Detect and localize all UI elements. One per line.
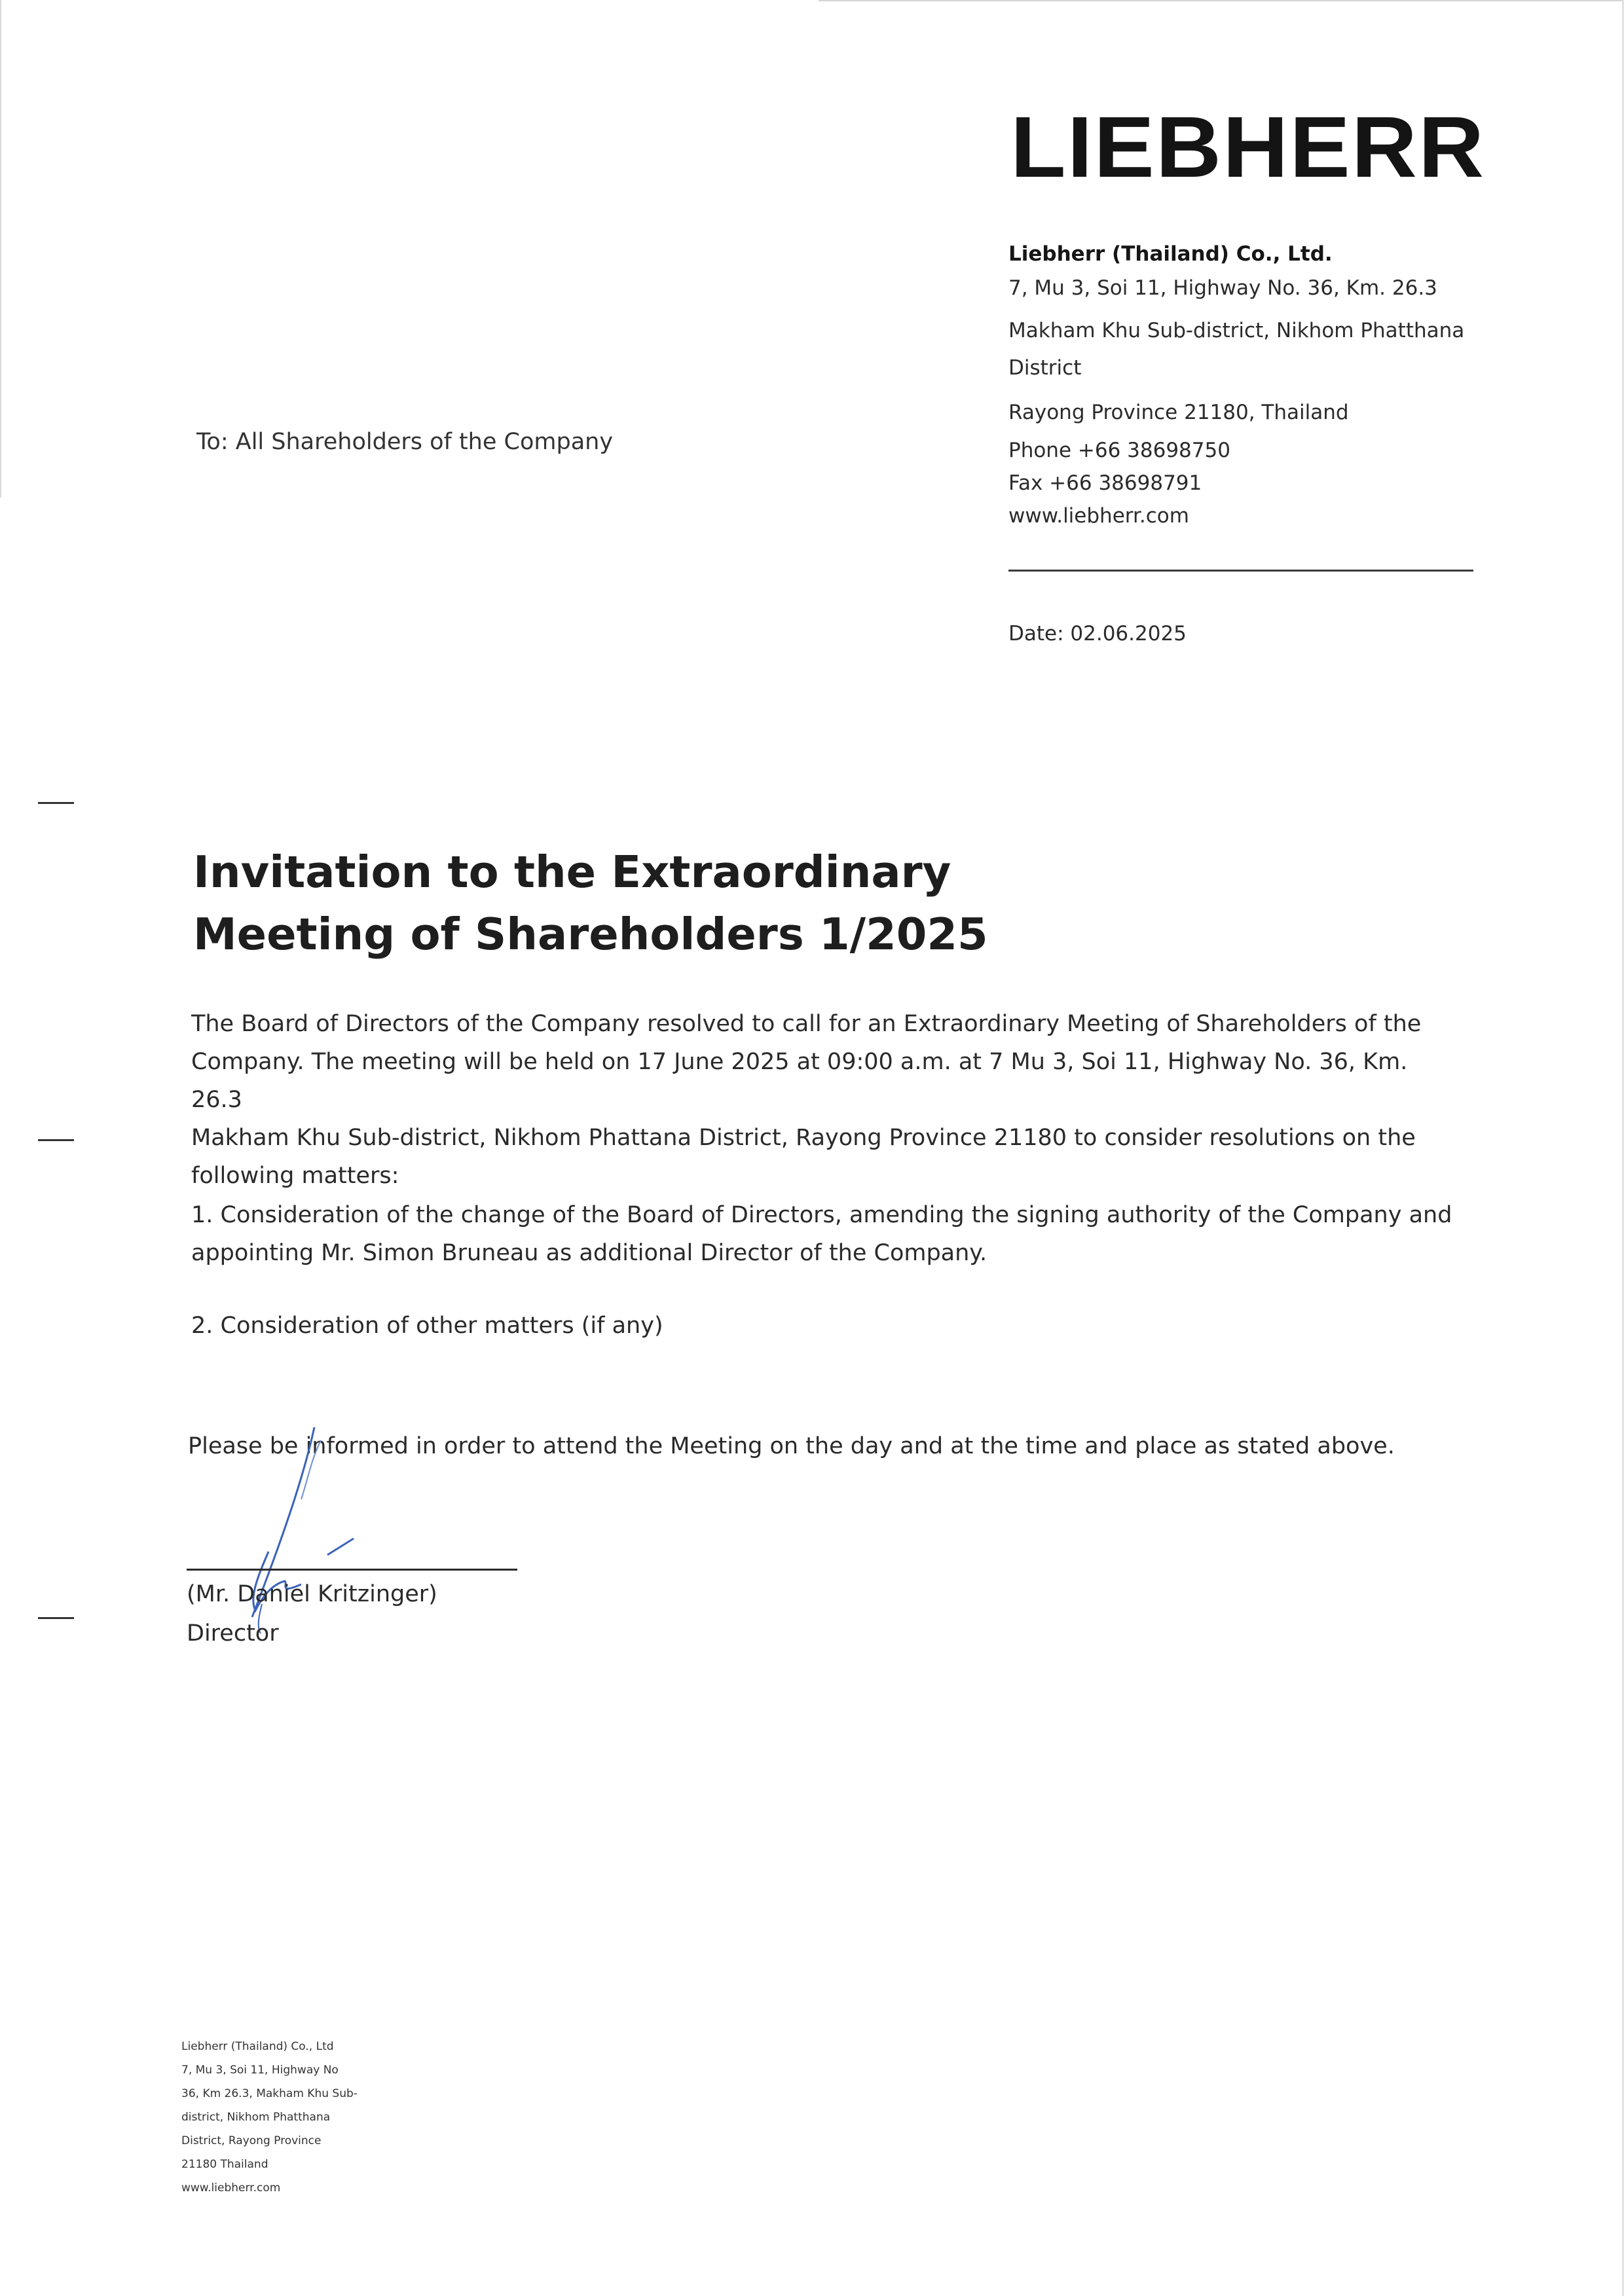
footer-address	[181, 2035, 397, 2200]
signatory-block	[187, 1575, 437, 1653]
paragraph-line: appointing Mr. Simon Bruneau as additional Director of the Company.	[191, 1240, 987, 1266]
footer-line: 7, Mu 3, Soi 11, Highway No	[181, 2064, 339, 2077]
footer-line: district, Nikhom Phatthana	[181, 2111, 331, 2124]
recipient-line: To: All Shareholders of the Company	[196, 429, 614, 455]
left-edge-line	[0, 0, 1, 498]
footer-line: 21180 Thailand	[181, 2158, 268, 2171]
intro-paragraph	[191, 1005, 1455, 1195]
top-edge-line	[819, 0, 1624, 1]
address-line: Makham Khu Sub-district, Nikhom Phatthana	[1008, 319, 1465, 342]
address-line: Rayong Province 21180, Thailand	[1008, 401, 1349, 424]
letter-date: Date: 02.06.2025	[1008, 622, 1187, 646]
title-line: Meeting of Shareholders 1/2025	[193, 909, 988, 960]
document-title	[193, 841, 1241, 966]
footer-line: 36, Km 26.3, Makham Khu Sub-	[181, 2087, 358, 2100]
closing-sentence: Please be informed in order to attend the Meeting on the day and at the time and place as stated above.	[188, 1433, 1395, 1459]
footer-line: District, Rayong Province	[181, 2134, 322, 2147]
paragraph-line: 1. Consideration of the change of the Board of Directors, amending the signing authority of the Company and	[191, 1202, 1452, 1228]
signatory-title: Director	[187, 1620, 279, 1647]
paragraph-line: The Board of Directors of the Company resolved to call for an Extraordinary Meeting of Shareholders of the	[191, 1011, 1422, 1037]
address-line: 7, Mu 3, Soi 11, Highway No. 36, Km. 26.3	[1008, 276, 1437, 300]
signatory-name: (Mr. Daniel Kritzinger)	[187, 1581, 437, 1607]
fax-number: Fax +66 38698791	[1008, 471, 1202, 495]
agenda-item-1	[191, 1196, 1455, 1272]
paragraph-line: Company. The meeting will be held on 17 June 2025 at 09:00 a.m. at 7 Mu 3, Soi 11, Highway No. 36, Km. 26.3	[191, 1049, 1408, 1113]
company-logo: LIEBHERR	[1010, 99, 1486, 195]
punch-mark	[38, 1139, 74, 1141]
footer-line: Liebherr (Thailand) Co., Ltd	[181, 2040, 334, 2053]
address-line: District	[1008, 356, 1082, 380]
paragraph-line: following matters:	[191, 1163, 399, 1189]
footer-line: www.liebherr.com	[181, 2181, 281, 2195]
fold-mark	[38, 1617, 74, 1619]
title-line: Invitation to the Extraordinary	[193, 847, 951, 898]
letterhead-divider	[1008, 570, 1473, 572]
signature-line	[187, 1569, 517, 1571]
website-link[interactable]: www.liebherr.com	[1008, 504, 1189, 528]
agenda-item-2: 2. Consideration of other matters (if any)	[191, 1313, 663, 1339]
fold-mark	[38, 802, 74, 804]
paragraph-line: Makham Khu Sub-district, Nikhom Phattana District, Rayong Province 21180 to consider resolutions on the	[191, 1125, 1416, 1151]
phone-number: Phone +66 38698750	[1008, 439, 1230, 462]
company-name: Liebherr (Thailand) Co., Ltd.	[1008, 242, 1333, 266]
